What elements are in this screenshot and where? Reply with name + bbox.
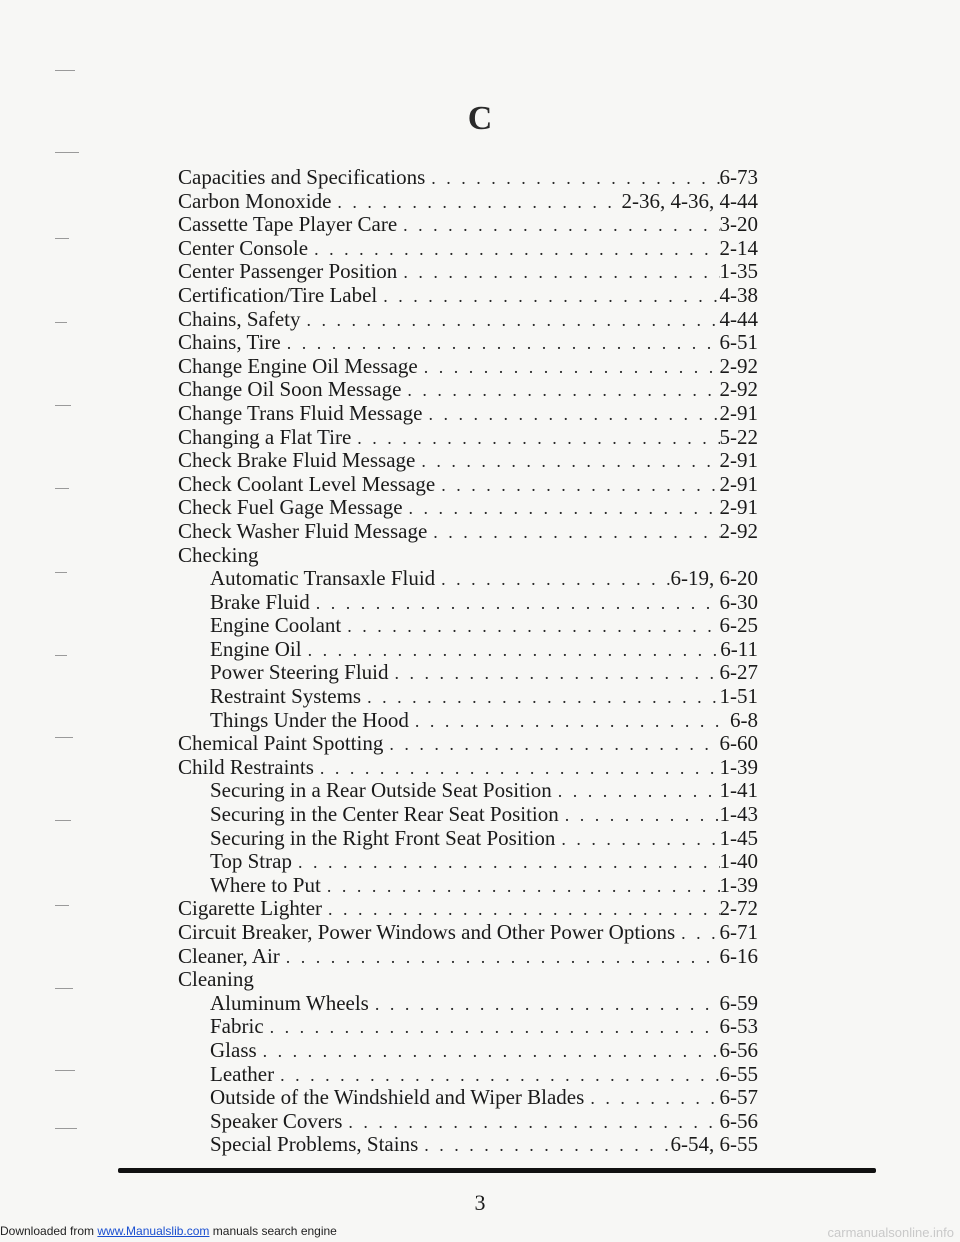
index-term: Cassette Tape Player Care bbox=[178, 212, 398, 237]
index-term: Child Restraints bbox=[178, 754, 314, 779]
index-entry bbox=[178, 426, 758, 450]
index-term: Outside of the Windshield and Wiper Blades bbox=[210, 1085, 585, 1110]
banner-prefix: Downloaded from bbox=[0, 1224, 98, 1238]
dot-leader bbox=[435, 474, 719, 498]
dot-leader bbox=[264, 1016, 720, 1040]
index-entry bbox=[178, 968, 758, 992]
index-page-ref: 1-43 bbox=[719, 802, 758, 827]
dot-leader bbox=[281, 332, 720, 356]
index-page-ref: 3-20 bbox=[719, 212, 758, 237]
dot-leader bbox=[314, 757, 720, 781]
index-term: Restraint Systems bbox=[210, 684, 362, 709]
index-page-ref: 2-72 bbox=[719, 896, 758, 921]
index-term: Engine Coolant bbox=[210, 613, 342, 638]
index-page-ref: 6-30 bbox=[719, 589, 758, 614]
index-page-ref: 2-91 bbox=[719, 448, 758, 473]
index-entry bbox=[178, 732, 758, 756]
index-entry bbox=[178, 779, 758, 803]
index-entry bbox=[178, 614, 758, 638]
dot-leader bbox=[425, 167, 719, 191]
index-entry bbox=[178, 1086, 758, 1110]
index-page-ref: 6-60 bbox=[719, 731, 758, 756]
index-entry bbox=[178, 897, 758, 921]
index-term: Cleaning bbox=[178, 967, 254, 992]
index-entry bbox=[178, 827, 758, 851]
index-entry bbox=[178, 402, 758, 426]
index-term: Automatic Transaxle Fluid bbox=[210, 566, 436, 591]
index-page-ref: 2-91 bbox=[719, 495, 758, 520]
index-entry bbox=[178, 945, 758, 969]
index-page-ref: 1-35 bbox=[719, 259, 758, 284]
index-term: Center Console bbox=[178, 235, 309, 260]
dot-leader bbox=[675, 922, 719, 946]
banner-suffix: manuals search engine bbox=[209, 1224, 337, 1238]
index-entry bbox=[178, 213, 758, 237]
index-term: Securing in the Right Front Seat Position bbox=[210, 825, 556, 850]
index-entry bbox=[178, 921, 758, 945]
index-term: Changing a Flat Tire bbox=[178, 424, 352, 449]
index-entry bbox=[178, 449, 758, 473]
index-entry bbox=[178, 685, 758, 709]
index-term: Checking bbox=[178, 542, 259, 567]
index-term: Certification/Tire Label bbox=[178, 282, 378, 307]
dot-leader bbox=[292, 851, 720, 875]
index-page-ref: 6-54, 6-55 bbox=[670, 1132, 758, 1157]
index-term: Leather bbox=[210, 1061, 275, 1086]
index-page-ref: 6-51 bbox=[719, 330, 758, 355]
index-page-ref: 6-56 bbox=[719, 1037, 758, 1062]
index-entry bbox=[178, 1015, 758, 1039]
dot-leader bbox=[321, 875, 720, 899]
dot-leader bbox=[427, 521, 719, 545]
dot-leader bbox=[331, 191, 621, 215]
dot-leader bbox=[383, 733, 719, 757]
index-page-ref: 6-56 bbox=[719, 1108, 758, 1133]
index-page-ref: 1-39 bbox=[719, 872, 758, 897]
index-entry bbox=[178, 284, 758, 308]
index-term: Aluminum Wheels bbox=[210, 990, 369, 1015]
index-page-ref: 6-53 bbox=[719, 1014, 758, 1039]
index-entry bbox=[178, 709, 758, 733]
index-page-ref: 1-40 bbox=[719, 849, 758, 874]
index-entry bbox=[178, 355, 758, 379]
index-page-ref: 6-55 bbox=[719, 1061, 758, 1086]
index-entry bbox=[178, 1039, 758, 1063]
index-entry bbox=[178, 1133, 758, 1157]
index-page-ref: 2-14 bbox=[719, 235, 758, 260]
index-term: Speaker Covers bbox=[210, 1108, 343, 1133]
index-entry bbox=[178, 638, 758, 662]
dot-leader bbox=[377, 285, 719, 309]
watermark: carmanualsonline.info bbox=[827, 1225, 954, 1240]
index-term: Brake Fluid bbox=[210, 589, 310, 614]
index-entry bbox=[178, 803, 758, 827]
index-page-ref: 5-22 bbox=[719, 424, 758, 449]
index-page-ref: 6-73 bbox=[719, 165, 758, 189]
index-entry bbox=[178, 850, 758, 874]
index-page-ref: 6-71 bbox=[719, 920, 758, 944]
index-entry bbox=[178, 1110, 758, 1134]
index-entry bbox=[178, 567, 758, 591]
footer-rule bbox=[118, 1168, 876, 1173]
dot-leader bbox=[397, 261, 719, 285]
index-entry bbox=[178, 520, 758, 544]
index-page-ref: 6-16 bbox=[719, 943, 758, 968]
dot-leader bbox=[422, 403, 719, 427]
dot-leader bbox=[308, 238, 719, 262]
index-list bbox=[178, 166, 758, 1157]
index-term: Cigarette Lighter bbox=[178, 896, 323, 921]
index-term: Check Fuel Gage Message bbox=[178, 495, 403, 520]
dot-leader bbox=[257, 1040, 720, 1064]
dot-leader bbox=[300, 309, 719, 333]
index-entry bbox=[178, 496, 758, 520]
index-entry bbox=[178, 661, 758, 685]
index-term: Top Strap bbox=[210, 849, 292, 874]
dot-leader bbox=[435, 568, 670, 592]
index-term: Fabric bbox=[210, 1014, 264, 1039]
dot-leader bbox=[418, 1134, 670, 1158]
dot-leader bbox=[280, 946, 720, 970]
dot-leader bbox=[302, 639, 721, 663]
index-term: Securing in a Rear Outside Seat Position bbox=[210, 778, 552, 803]
index-page-ref: 6-8 bbox=[730, 707, 758, 732]
dot-leader bbox=[274, 1064, 719, 1088]
dot-leader bbox=[322, 898, 719, 922]
index-entry bbox=[178, 473, 758, 497]
index-term: Check Coolant Level Message bbox=[178, 471, 436, 496]
dot-leader bbox=[351, 427, 719, 451]
index-term: Change Trans Fluid Message bbox=[178, 400, 423, 425]
dot-leader bbox=[415, 450, 719, 474]
dot-leader bbox=[341, 615, 719, 639]
index-page-ref: 6-25 bbox=[719, 613, 758, 638]
index-page-ref: 2-92 bbox=[719, 518, 758, 543]
index-term: Check Brake Fluid Message bbox=[178, 448, 416, 473]
dot-leader bbox=[397, 214, 719, 238]
dot-leader bbox=[559, 804, 720, 828]
dot-leader bbox=[555, 828, 719, 852]
dot-leader bbox=[409, 710, 730, 734]
index-entry bbox=[178, 1063, 758, 1087]
index-term: Chains, Safety bbox=[178, 306, 301, 331]
dot-leader bbox=[401, 379, 719, 403]
index-page-ref: 1-39 bbox=[719, 754, 758, 779]
dot-leader bbox=[369, 993, 720, 1017]
margin-scan-marks bbox=[55, 0, 95, 1242]
index-term: Carbon Monoxide bbox=[178, 188, 332, 213]
index-page-ref: 4-38 bbox=[719, 282, 758, 307]
manualslib-link[interactable]: www.Manualslib.com bbox=[97, 1224, 210, 1238]
index-entry bbox=[178, 331, 758, 355]
index-term: Center Passenger Position bbox=[178, 259, 398, 284]
index-entry bbox=[178, 992, 758, 1016]
index-term: Securing in the Center Rear Seat Position bbox=[210, 802, 559, 827]
index-page-ref: 1-45 bbox=[719, 825, 758, 850]
index-entry bbox=[178, 190, 758, 214]
index-term: Things Under the Hood bbox=[210, 707, 409, 732]
index-entry bbox=[178, 308, 758, 332]
dot-leader bbox=[361, 686, 719, 710]
index-term: Capacities and Specifications bbox=[178, 165, 426, 189]
index-term: Where to Put bbox=[210, 872, 321, 897]
index-page-ref: 2-92 bbox=[719, 377, 758, 402]
index-page-ref: 6-19, 6-20 bbox=[670, 566, 758, 591]
index-term: Change Engine Oil Message bbox=[178, 353, 418, 378]
page-number: 3 bbox=[474, 1190, 486, 1215]
section-letter: C bbox=[467, 100, 493, 137]
index-page-ref: 6-59 bbox=[719, 990, 758, 1015]
index-entry bbox=[178, 874, 758, 898]
index-term: Change Oil Soon Message bbox=[178, 377, 402, 402]
download-banner bbox=[0, 1224, 337, 1238]
dot-leader bbox=[418, 356, 720, 380]
dot-leader bbox=[389, 662, 720, 686]
index-entry bbox=[178, 260, 758, 284]
index-entry bbox=[178, 166, 758, 190]
index-page-ref: 6-11 bbox=[720, 636, 758, 661]
index-term: Special Problems, Stains bbox=[210, 1132, 419, 1157]
index-entry bbox=[178, 591, 758, 615]
index-term: Circuit Breaker, Power Windows and Other Power Options bbox=[178, 920, 676, 944]
dot-leader bbox=[584, 1087, 719, 1111]
index-term: Cleaner, Air bbox=[178, 943, 280, 968]
index-entry bbox=[178, 756, 758, 780]
index-page-ref: 1-41 bbox=[719, 778, 758, 803]
dot-leader bbox=[310, 592, 720, 616]
dot-leader bbox=[552, 780, 720, 804]
index-entry bbox=[178, 544, 758, 568]
index-term: Engine Oil bbox=[210, 636, 302, 661]
index-term: Glass bbox=[210, 1037, 257, 1062]
dot-leader bbox=[342, 1111, 719, 1135]
index-page-ref: 4-44 bbox=[719, 306, 758, 331]
index-page-ref: 6-27 bbox=[719, 660, 758, 685]
index-page-ref: 6-57 bbox=[719, 1085, 758, 1110]
dot-leader bbox=[403, 497, 720, 521]
index-entry bbox=[178, 378, 758, 402]
index-term: Chemical Paint Spotting bbox=[178, 731, 384, 756]
index-term: Power Steering Fluid bbox=[210, 660, 389, 685]
index-term: Chains, Tire bbox=[178, 330, 281, 355]
index-page-ref: 2-91 bbox=[719, 471, 758, 496]
index-page-ref: 1-51 bbox=[719, 684, 758, 709]
index-term: Check Washer Fluid Message bbox=[178, 518, 428, 543]
index-page-ref: 2-36, 4-36, 4-44 bbox=[621, 188, 758, 213]
index-entry bbox=[178, 237, 758, 261]
index-page-ref: 2-92 bbox=[719, 353, 758, 378]
index-page-ref: 2-91 bbox=[719, 400, 758, 425]
